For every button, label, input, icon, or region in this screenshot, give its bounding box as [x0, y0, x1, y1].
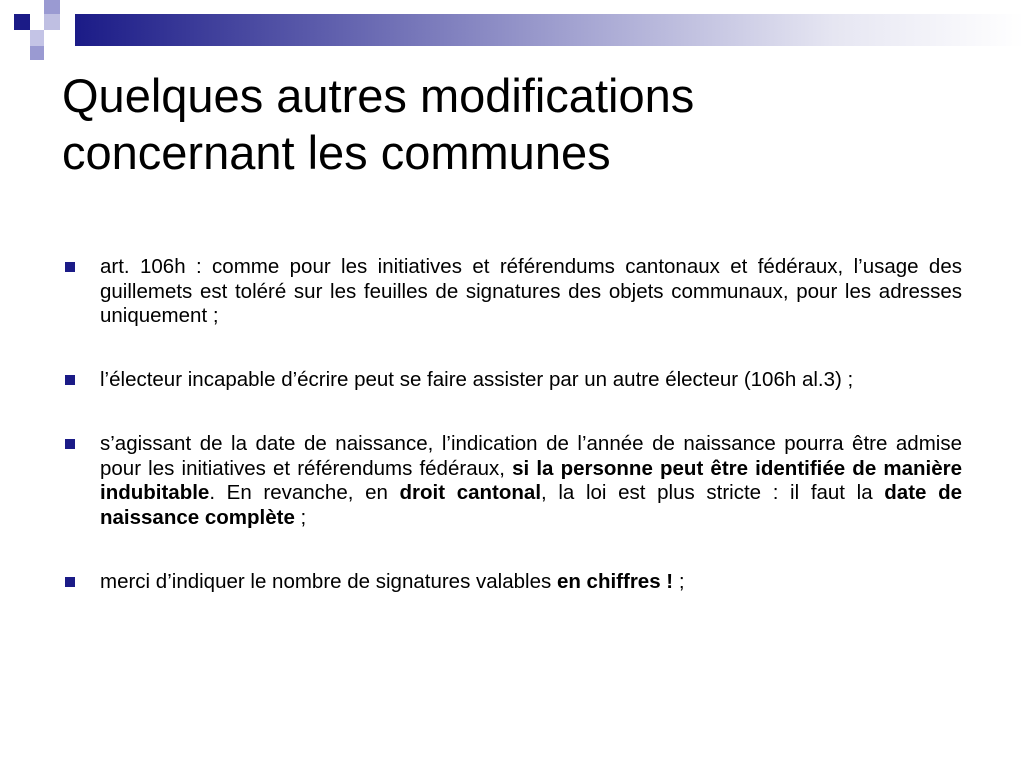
bullet-item [62, 432, 962, 530]
deco-square-mid-left [30, 30, 44, 46]
bullet-item [62, 570, 962, 595]
square-bullet-icon [65, 375, 75, 385]
bullet-text [100, 570, 685, 593]
bullet-item [62, 368, 962, 393]
bullet-text: l’électeur incapable d’écrire peut se faire assister par un autre électeur (106h al.3) ; [100, 367, 854, 391]
slide-title-line-2: concernant les communes [62, 126, 611, 179]
bullet-text-emphasis: date de naissance complète [100, 481, 962, 529]
bullet-item [62, 255, 962, 329]
bullet-text-segment: . En revanche, en [209, 481, 400, 504]
deco-square-right [60, 14, 75, 46]
square-bullet-icon [65, 262, 75, 272]
bullet-text-segment: merci d’indiquer le nombre de signatures valables [100, 570, 557, 593]
slide-title [62, 67, 962, 181]
bullet-list [62, 255, 962, 634]
gradient-band [75, 14, 1024, 46]
bullet-text-segment: s’agissant de la date de naissance, l’indication de l’année de naissance pourra être admise pour les initiatives et référendums fédéraux, [100, 432, 962, 480]
bullet-text-emphasis: en chiffres ! [556, 570, 674, 593]
square-bullet-icon [65, 439, 75, 449]
square-bullet-icon [65, 577, 75, 587]
bullet-text-emphasis: si la personne peut être identifiée de manière indubitable [100, 456, 963, 504]
deco-square-top [44, 0, 60, 14]
deco-square-top-left [14, 14, 30, 30]
deco-square-lower [30, 46, 44, 60]
bullet-text-segment: , la loi est plus stricte : il faut la [541, 481, 885, 504]
bullet-text-segment: ; [673, 570, 685, 593]
bullet-text-emphasis: droit cantonal [399, 481, 542, 504]
slide-title-line-1: Quelques autres modifications [62, 69, 695, 122]
header-decoration [0, 0, 1024, 60]
bullet-text-segment: ; [294, 505, 307, 529]
bullet-text [100, 432, 962, 529]
bullet-text: art. 106h : comme pour les initiatives et référendums cantonaux et fédéraux, l’usage des guillemets est toléré sur les feuilles de signatures des objets communaux, pour les adresses uniquement ; [100, 255, 962, 327]
deco-square-mid [44, 14, 60, 30]
